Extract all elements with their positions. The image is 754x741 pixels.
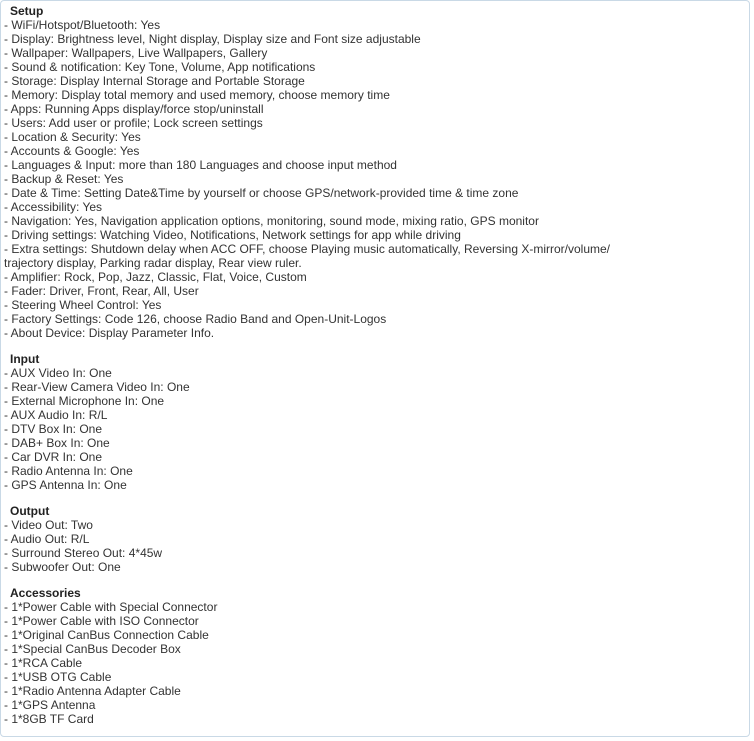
list-item: - Accounts & Google: Yes [4,144,140,158]
list-item: - Wallpaper: Wallpapers, Live Wallpapers, Gallery [4,46,268,60]
list-item: - Car DVR In: One [4,450,103,464]
list-item: - 1*Power Cable with Special Connector [4,600,218,614]
input-section [4,352,749,492]
list-item: - 1*USB OTG Cable [4,670,112,684]
list-item: - Amplifier: Rock, Pop, Jazz, Classic, Flat, Voice, Custom [4,270,307,284]
list-item: - DAB+ Box In: One [4,436,110,450]
list-item: - DTV Box In: One [4,422,103,436]
list-item: - Radio Antenna In: One [4,464,133,478]
list-item: - Date & Time: Setting Date&Time by yourself or choose GPS/network-provided time & time zone [4,186,519,200]
list-item: - Extra settings: Shutdown delay when ACC OFF, choose Playing music automatically, Reversing X-mirror/volume/ trajectory display, Parking radar display, Rear view ruler. [4,242,611,270]
list-item: - Audio Out: R/L [4,532,90,546]
list-item: - 1*Radio Antenna Adapter Cable [4,684,181,698]
list-item: - Languages & Input: more than 180 Languages and choose input method [4,158,397,172]
list-item: - Location & Security: Yes [4,130,141,144]
list-item: - 1*Power Cable with ISO Connector [4,614,199,628]
list-item: - AUX Audio In: R/L [4,408,108,422]
list-item: - 1*RCA Cable [4,656,83,670]
list-item: - WiFi/Hotspot/Bluetooth: Yes [4,18,161,32]
list-item: - About Device: Display Parameter Info. [4,326,215,340]
list-item: - Surround Stereo Out: 4*45w [4,546,163,560]
list-item: - Apps: Running Apps display/force stop/uninstall [4,102,264,116]
spec-content [4,4,749,726]
list-item: - 1*Special CanBus Decoder Box [4,642,181,656]
list-item: - Backup & Reset: Yes [4,172,124,186]
section-heading: Accessories [10,586,81,600]
list-item: - GPS Antenna In: One [4,478,127,492]
list-item: - Users: Add user or profile; Lock screen settings [4,116,263,130]
list-item: - 1*8GB TF Card [4,712,94,726]
list-item: - Subwoofer Out: One [4,560,121,574]
list-item: - 1*GPS Antenna [4,698,96,712]
list-item: - Factory Settings: Code 126, choose Radio Band and Open-Unit-Logos [4,312,387,326]
list-item: - Rear-View Camera Video In: One [4,380,190,394]
list-item: - Navigation: Yes, Navigation application options, monitoring, sound mode, mixing ratio, GPS monitor [4,214,539,228]
list-item: - Steering Wheel Control: Yes [4,298,162,312]
list-item: - External Microphone In: One [4,394,165,408]
accessories-section [4,586,749,726]
section-heading: Setup [10,4,44,18]
list-item: - Memory: Display total memory and used memory, choose memory time [4,88,390,102]
list-item: - Storage: Display Internal Storage and Portable Storage [4,74,305,88]
list-item: - AUX Video In: One [4,366,112,380]
list-item: - Fader: Driver, Front, Rear, All, User [4,284,199,298]
list-item: - Video Out: Two [4,518,93,532]
list-item: - Accessibility: Yes [4,200,103,214]
setup-section [4,4,749,340]
list-item: - Sound & notification: Key Tone, Volume, App notifications [4,60,316,74]
list-item: - 1*Original CanBus Connection Cable [4,628,209,642]
section-heading: Output [10,504,50,518]
output-section [4,504,749,574]
section-heading: Input [10,352,40,366]
list-item: - Display: Brightness level, Night display, Display size and Font size adjustable [4,32,421,46]
list-item: - Driving settings: Watching Video, Notifications, Network settings for app while driving [4,228,461,242]
